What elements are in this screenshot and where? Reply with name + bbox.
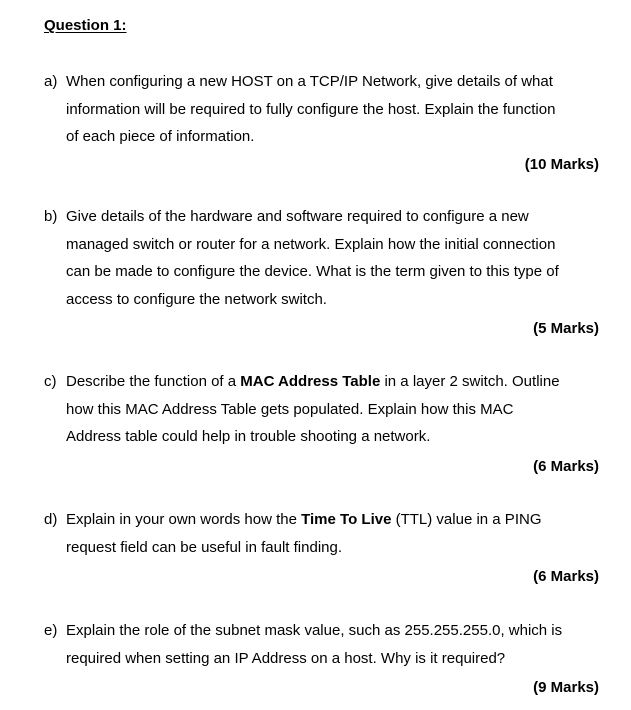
question-d-line-2: request field can be useful in fault finding. (66, 538, 343, 556)
question-b-line-2: managed switch or router for a network. Explain how the initial connection (66, 235, 556, 253)
question-d-letter: d) (44, 511, 58, 528)
question-a-line-2: information will be required to fully configure the host. Explain the function (66, 100, 556, 118)
question-e-line-2: required when setting an IP Address on a host. Why is it required? (66, 649, 506, 667)
question-b-letter: b) (44, 208, 58, 225)
mac-address-table-term: MAC Address Table (240, 373, 381, 390)
question-a-line-1: a) When configuring a new HOST on a TCP/IP Network, give details of what (44, 68, 604, 96)
question-e-marks: (9 Marks) (533, 679, 599, 696)
question-c-marks: (6 Marks) (533, 458, 599, 475)
question-b-line-3: can be made to configure the device. What is the term given to this type of (66, 263, 559, 281)
question-c-letter: c) (44, 373, 57, 390)
question-d-line-1: d) Explain in your own words how the Time To Live (TTL) value in a PING (44, 506, 604, 534)
question-heading: Question 1: (44, 17, 127, 34)
question-b-line-1: b) Give details of the hardware and software required to configure a new (44, 203, 604, 231)
question-a-marks: (10 Marks) (524, 156, 599, 173)
question-e-line-1: e) Explain the role of the subnet mask value, such as 255.255.255.0, which is (44, 617, 604, 645)
time-to-live-term: Time To Live (301, 511, 392, 528)
question-c-line-1: c) Describe the function of a MAC Address Table in a layer 2 switch. Outline (44, 368, 604, 396)
question-e-letter: e) (44, 622, 58, 639)
question-a-letter: a) (44, 73, 58, 90)
question-c-line-3: Address table could help in trouble shooting a network. (66, 428, 431, 446)
question-a-line-3: of each piece of information. (66, 128, 255, 146)
question-b-marks: (5 Marks) (533, 320, 599, 337)
question-b-line-4: access to configure the network switch. (66, 290, 327, 308)
question-d-marks: (6 Marks) (533, 568, 599, 585)
question-c-line-2: how this MAC Address Table gets populated. Explain how this MAC (66, 400, 514, 418)
